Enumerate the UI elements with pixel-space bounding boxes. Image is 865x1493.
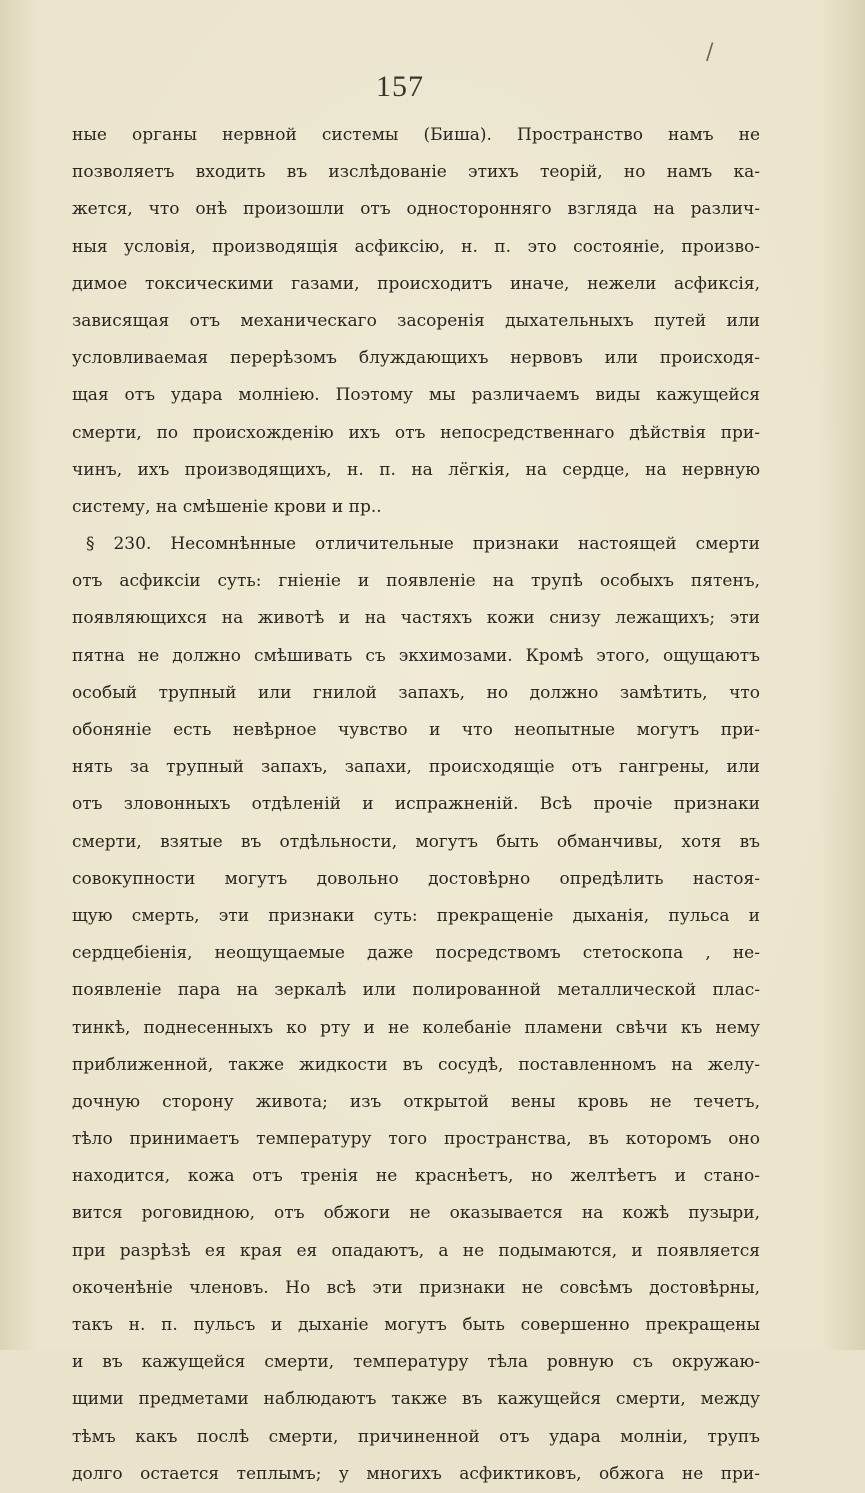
text-line: смерти, по происхожденію ихъ отъ непосредственнаго дѣйствія при- xyxy=(72,422,760,443)
text-line: нять за трупный запахъ, запахи, происходящіе отъ гангрены, или xyxy=(72,757,760,778)
text-line: и въ кажущейся смерти, температуру тѣла ровную съ окружаю- xyxy=(72,1352,760,1373)
text-line: дочную сторону живота; изъ открытой вены кровь не течетъ, xyxy=(72,1091,760,1112)
text-line: тѣло принимаетъ температуру того пространства, въ которомъ оно xyxy=(72,1129,760,1150)
page-number: 157 xyxy=(376,70,424,103)
text-line: щая отъ удара молніею. Поэтому мы различаемъ виды кажущейся xyxy=(72,385,760,406)
text-line: условливаемая перерѣзомъ блуждающихъ нервовъ или происходя- xyxy=(72,348,760,369)
text-line: систему, на смѣшеніе крови и пр.. xyxy=(72,496,382,517)
corner-mark: / xyxy=(706,40,714,65)
text-line: совокупности могутъ довольно достовѣрно опредѣлить настоя- xyxy=(72,868,760,889)
text-line: находится, кожа отъ тренія не краснѣетъ, но желтѣетъ и стано- xyxy=(72,1166,760,1187)
text-line: при разрѣзѣ ея края ея опадаютъ, а не подымаются, и появляется xyxy=(72,1240,760,1261)
text-line: ные органы нервной системы (Биша). Пространство намъ не xyxy=(72,125,760,145)
text-line: особый трупный или гнилой запахъ, но должно замѣтить, что xyxy=(72,682,760,703)
text-line: отъ асфиксіи суть: гніеніе и появленіе на трупѣ особыхъ пятенъ, xyxy=(72,571,760,592)
text-line: появляющихся на животѣ и на частяхъ кожи снизу лежащихъ; эти xyxy=(72,608,760,629)
text-line: жется, что онѣ произошли отъ односторонняго взгляда на различ- xyxy=(72,199,760,220)
text-line: щими предметами наблюдаютъ также въ кажущейся смерти, между xyxy=(72,1389,760,1410)
text-line: вится роговидною, отъ обжоги не оказывается на кожѣ пузыри, xyxy=(72,1203,760,1224)
text-line: пятна не должно смѣшивать съ экхимозами. Кромѣ этого, ощущаютъ xyxy=(72,645,760,666)
text-line: димое токсическими газами, происходитъ иначе, нежели асфиксія, xyxy=(72,273,760,294)
text-line: щую смерть, эти признаки суть: прекращеніе дыханія, пульса и xyxy=(72,905,760,926)
text-line: сердцебіенія, неощущаемые даже посредствомъ стетоскопа , не- xyxy=(72,943,760,964)
body-text xyxy=(72,117,760,1493)
text-line: тѣмъ какъ послѣ смерти, причиненной отъ удара молніи, трупъ xyxy=(72,1426,760,1447)
text-line: появленіе пара на зеркалѣ или полированной металлической плас- xyxy=(72,980,760,1001)
text-line: окоченѣніе членовъ. Но всѣ эти признаки не совсѣмъ достовѣрны, xyxy=(72,1277,760,1298)
text-line: обоняніе есть невѣрное чувство и что неопытные могутъ при- xyxy=(72,720,760,740)
text-line: тинкѣ, поднесенныхъ ко рту и не колебаніе пламени свѣчи къ нему xyxy=(72,1017,760,1038)
text-line: смерти, взятые въ отдѣльности, могутъ быть обманчивы, хотя въ xyxy=(72,831,760,852)
text-line: позволяетъ входить въ изслѣдованіе этихъ теорій, но намъ ка- xyxy=(72,162,760,183)
text-line: чинъ, ихъ производящихъ, н. п. на лёгкія, на сердце, на нервную xyxy=(72,459,760,480)
text-line: долго остается теплымъ; у многихъ асфиктиковъ, обжога не при- xyxy=(72,1463,760,1484)
text-line: зависящая отъ механическаго засоренія дыхательныхъ путей или xyxy=(72,310,760,331)
section-heading-line: § 230. Несомнѣнные отличительные признаки настоящей смерти xyxy=(86,534,760,555)
text-line: такъ н. п. пульсъ и дыханіе могутъ быть совершенно прекращены xyxy=(72,1315,760,1335)
text-line: отъ зловонныхъ отдѣленій и испражненій. Всѣ прочіе признаки xyxy=(72,794,760,815)
text-line: ныя условія, производящія асфиксію, н. п. это состояніе, произво- xyxy=(72,236,760,257)
text-line: приближенной, также жидкости въ сосудѣ, поставленномъ на желу- xyxy=(72,1054,760,1075)
